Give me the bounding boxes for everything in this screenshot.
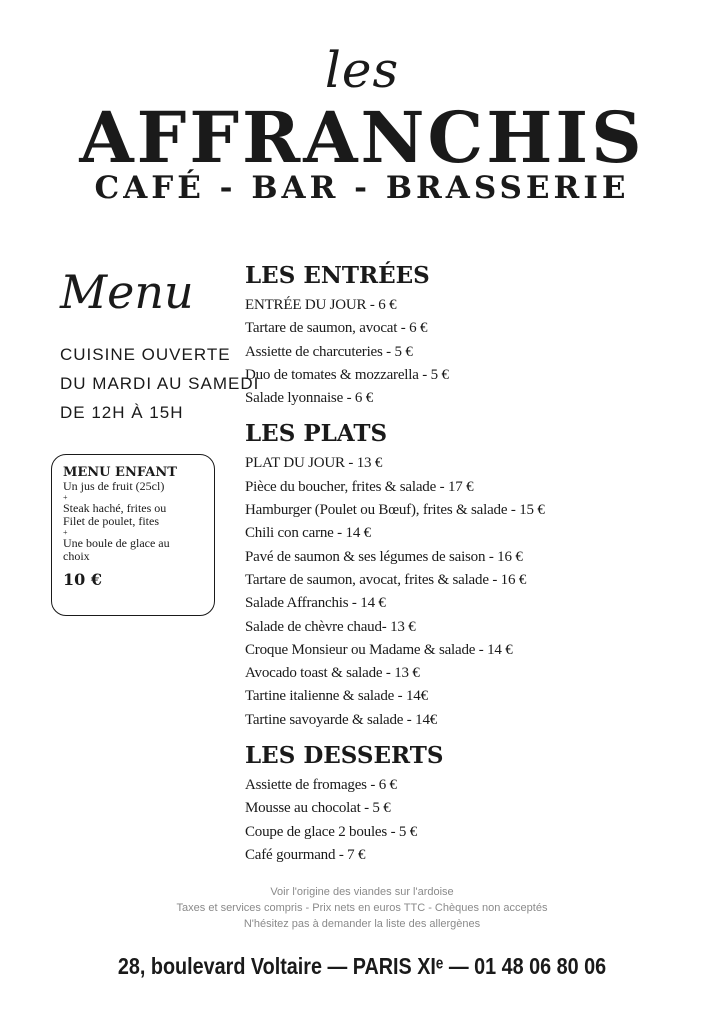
menu-item: Chili con carne - 14 € xyxy=(245,525,371,542)
menu-enfant-line: choix xyxy=(63,549,90,563)
menu-enfant-line: Steak haché, frites ou xyxy=(63,501,167,515)
menu-enfant-title: MENU ENFANT xyxy=(63,465,177,480)
address-line: 28, boulevard Voltaire — PARIS XIᵉ — 01 48 06 80 06 xyxy=(117,953,607,979)
logo-tagline: CAFÉ - BAR - BRASSERIE xyxy=(94,170,630,206)
footer-line: N'hésitez pas à demander la liste des allergènes xyxy=(243,918,481,930)
menu-item: Avocado toast & salade - 13 € xyxy=(245,665,420,682)
menu-sections xyxy=(245,258,715,873)
menu-enfant-line: Une boule de glace au xyxy=(63,536,170,550)
menu-title: Menu xyxy=(60,265,194,319)
footer-notes xyxy=(0,884,724,932)
section-entrees xyxy=(245,258,715,410)
menu-item: Assiette de fromages - 6 € xyxy=(245,777,397,794)
menu-enfant-price: 10 € xyxy=(63,570,102,589)
menu-enfant-line: Un jus de fruit (25cl) xyxy=(63,479,165,493)
menu-item: Salade lyonnaise - 6 € xyxy=(245,390,374,407)
menu-item: Café gourmand - 7 € xyxy=(245,846,366,863)
footer-line: Taxes et services compris - Prix nets en euros TTC - Chèques non acceptés xyxy=(176,902,548,914)
logo-les: les xyxy=(324,41,400,99)
hours-line: DU MARDI AU SAMEDI xyxy=(60,374,260,393)
menu-item: Mousse au chocolat - 5 € xyxy=(245,800,391,817)
menu-item: Salade de chèvre chaud- 13 € xyxy=(245,618,416,635)
hours-line: DE 12H À 15H xyxy=(60,403,184,422)
menu-item: Tartine savoyarde & salade - 14€ xyxy=(245,711,438,728)
hours-line: CUISINE OUVERTE xyxy=(60,345,231,364)
menu-item: PLAT DU JOUR - 13 € xyxy=(245,455,383,472)
menu-item: Tartine italienne & salade - 14€ xyxy=(245,688,428,705)
footer-line: Voir l'origine des viandes sur l'ardoise xyxy=(270,886,454,898)
opening-hours xyxy=(60,340,260,427)
section-title: LES PLATS xyxy=(245,420,388,448)
section-desserts xyxy=(245,738,715,867)
menu-enfant-line: Filet de poulet, fites xyxy=(63,514,159,528)
menu-item: Assiette de charcuteries - 5 € xyxy=(245,343,413,360)
menu-item: Pièce du boucher, frites & salade - 17 € xyxy=(245,478,474,495)
menu-item: Pavé de saumon & ses légumes de saison - 16 € xyxy=(245,548,523,565)
menu-item: Tartare de saumon, avocat - 6 € xyxy=(245,320,428,337)
menu-item: ENTRÉE DU JOUR - 6 € xyxy=(245,297,397,313)
section-title: LES DESSERTS xyxy=(245,742,444,770)
menu-item: Hamburger (Poulet ou Bœuf), frites & salade - 15 € xyxy=(245,502,545,519)
menu-enfant-plus: + xyxy=(63,528,68,537)
menu-item: Coupe de glace 2 boules - 5 € xyxy=(245,823,418,840)
menu-item: Duo de tomates & mozzarella - 5 € xyxy=(245,366,449,383)
menu-enfant-box xyxy=(51,454,215,616)
section-plats xyxy=(245,416,715,732)
section-title: LES ENTRÉES xyxy=(245,262,430,289)
menu-item: Croque Monsieur ou Madame & salade - 14 € xyxy=(245,641,513,658)
menu-item: Salade Affranchis - 14 € xyxy=(245,595,386,612)
logo-name: AFFRANCHIS xyxy=(79,96,645,179)
menu-enfant-plus: + xyxy=(63,493,68,502)
menu-item: Tartare de saumon, avocat, frites & salade - 16 € xyxy=(245,571,527,588)
